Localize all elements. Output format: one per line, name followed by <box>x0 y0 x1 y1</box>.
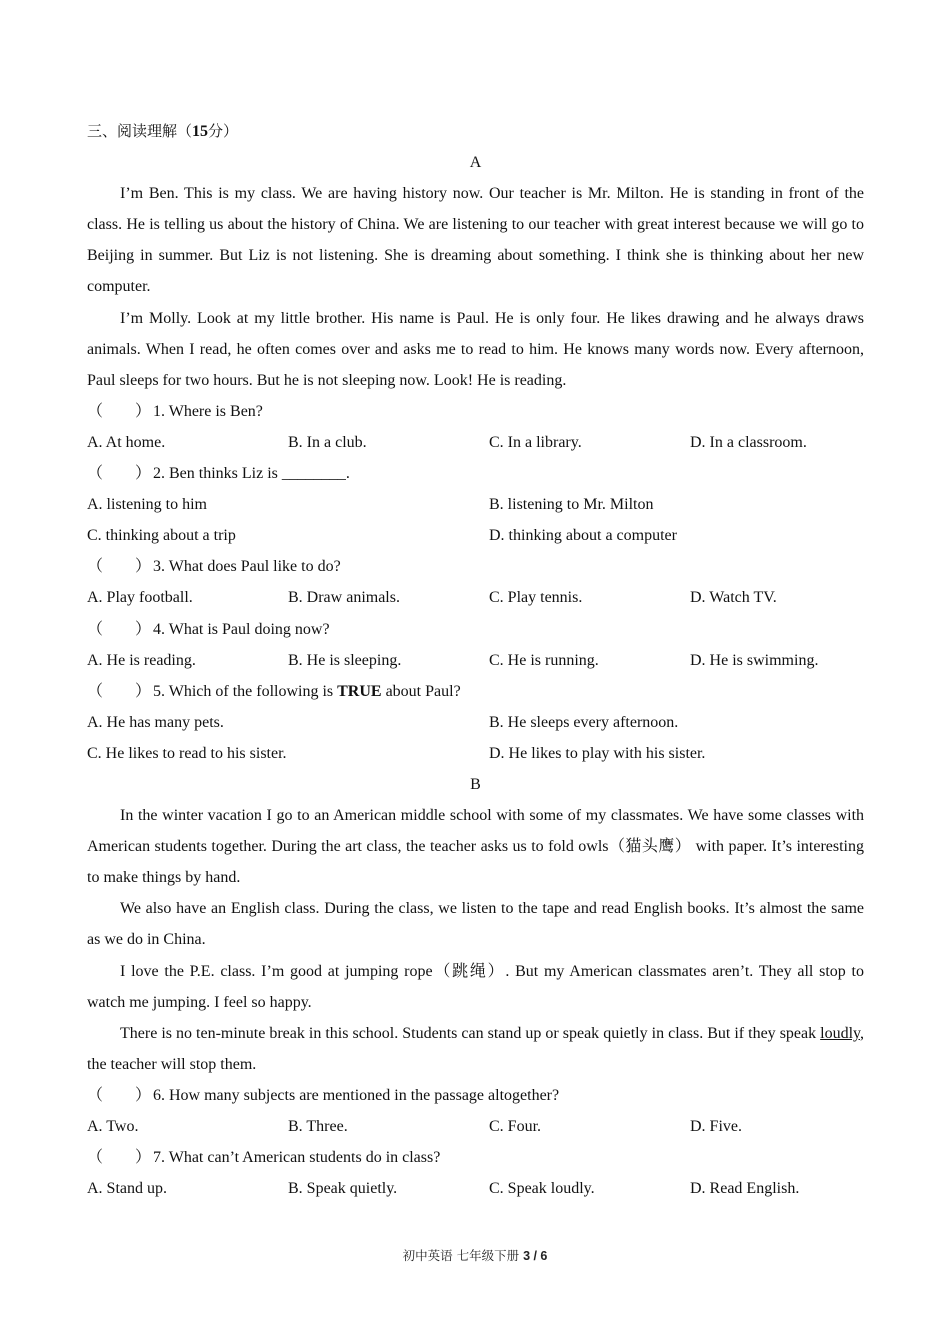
option-d: D. thinking about a computer <box>489 527 677 545</box>
question-1: （ ） 1. Where is Ben? <box>87 396 864 427</box>
worksheet-page <box>87 116 864 1204</box>
question-5: （ ） 5. Which of the following is TRUE about Paul? <box>87 676 864 707</box>
option-d: D. In a classroom. <box>690 433 807 451</box>
answer-blank[interactable]: （ ） <box>87 1086 152 1104</box>
option-c: C. Play tennis. <box>489 589 583 607</box>
option-b: B. In a club. <box>288 433 367 451</box>
question-3: （ ） 3. What does Paul like to do? <box>87 551 864 582</box>
option-a: A. Play football. <box>87 589 193 607</box>
passage-b-paragraph-2: We also have an English class. During the class, we listen to the tape and read English books. It’s almost the same as we do in China. <box>87 900 865 949</box>
option-b: B. listening to Mr. Milton <box>489 496 654 514</box>
passage-a-label: A <box>469 154 482 172</box>
option-d: D. Watch TV. <box>690 589 777 607</box>
option-c: C. He likes to read to his sister. <box>87 744 287 762</box>
option-c: C. Four. <box>489 1118 542 1135</box>
heading-suffix: 分） <box>208 122 239 140</box>
option-a: A. Stand up. <box>87 1180 167 1198</box>
option-c: C. In a library. <box>489 433 582 451</box>
page-number: 3 / 6 <box>523 1249 548 1263</box>
option-b: B. He is sleeping. <box>288 651 402 669</box>
passage-b-paragraph-4: There is no ten-minute break in this school. Students can stand up or speak quietly in class. But if they speak loudly, the teacher will stop them. <box>87 1024 865 1073</box>
option-a: A. He has many pets. <box>87 713 224 731</box>
answer-blank[interactable]: （ ） <box>87 682 152 700</box>
section-heading <box>87 116 864 147</box>
option-b: B. Three. <box>288 1118 348 1135</box>
passage-b-paragraph-3: I love the P.E. class. I’m good at jumping rope（跳绳）. But my American classmates aren’t. They all stop to watch me jumping. I feel so happy. <box>87 962 864 1011</box>
underlined-word: loudly <box>820 1024 861 1042</box>
question-7: （ ） 7. What can’t American students do in class? <box>87 1142 864 1173</box>
question-4-options <box>87 645 864 676</box>
option-b: B. Draw animals. <box>288 589 400 607</box>
question-6-options <box>87 1111 864 1142</box>
question-3-options <box>87 582 864 613</box>
option-d: D. Read English. <box>690 1180 800 1198</box>
option-a: A. At home. <box>87 433 166 451</box>
heading-score: 15 <box>192 123 209 140</box>
question-2-options-row-2 <box>87 520 864 551</box>
option-a: A. He is reading. <box>87 651 196 669</box>
option-c: C. Speak loudly. <box>489 1180 595 1198</box>
passage-a-paragraph-2: I’m Molly. Look at my little brother. His name is Paul. He is only four. He likes drawing and he always draws animals. When I read, he often comes over and asks me to read to him. He knows many words now. Every afternoon, Paul sleeps for two hours. But he is not sleeping now. Look! He is reading. <box>87 309 864 389</box>
answer-blank[interactable]: （ ） <box>87 1149 152 1167</box>
option-a: A. listening to him <box>87 496 207 514</box>
question-5-options-row-1 <box>87 707 864 738</box>
footer-subject: 初中英语 七年级下册 <box>402 1248 524 1263</box>
question-2-options-row-1 <box>87 489 864 520</box>
answer-blank[interactable]: （ ） <box>87 402 152 420</box>
question-4: （ ） 4. What is Paul doing now? <box>87 614 864 645</box>
option-d: D. He is swimming. <box>690 651 819 669</box>
question-5-options-row-2 <box>87 738 864 769</box>
answer-blank[interactable]: （ ） <box>87 465 152 483</box>
page-footer <box>0 1246 950 1264</box>
passage-b-paragraph-1: In the winter vacation I go to an American middle school with some of my classmates. We have some classes with American students together. During the art class, the teacher asks us to fold owls（猫头鹰） with paper. It’s interesting to make things by hand. <box>87 807 865 887</box>
option-b: B. Speak quietly. <box>288 1180 398 1198</box>
option-a: A. Two. <box>87 1118 139 1135</box>
answer-blank[interactable]: （ ） <box>87 558 152 576</box>
passage-b-label: B <box>470 775 481 793</box>
question-1-options <box>87 427 864 458</box>
option-b: B. He sleeps every afternoon. <box>489 713 679 731</box>
answer-blank[interactable]: （ ） <box>87 620 152 638</box>
question-6: （ ） 6. How many subjects are mentioned in the passage altogether? <box>87 1080 864 1111</box>
option-c: C. He is running. <box>489 651 599 669</box>
heading-prefix: 三、阅读理解（ <box>87 122 193 140</box>
option-c: C. thinking about a trip <box>87 527 236 545</box>
option-d: D. He likes to play with his sister. <box>489 744 706 762</box>
option-d: D. Five. <box>690 1118 742 1135</box>
question-2: （ ） 2. Ben thinks Liz is ________. <box>87 458 864 489</box>
passage-a-paragraph-1: I’m Ben. This is my class. We are having history now. Our teacher is Mr. Milton. He is standing in front of the class. He is telling us about the history of China. We are listening to our teacher with great interest because we will go to Beijing in summer. But Liz is not listening. She is dreaming about something. I think she is thinking about her new computer. <box>87 185 865 296</box>
question-7-options <box>87 1173 864 1204</box>
